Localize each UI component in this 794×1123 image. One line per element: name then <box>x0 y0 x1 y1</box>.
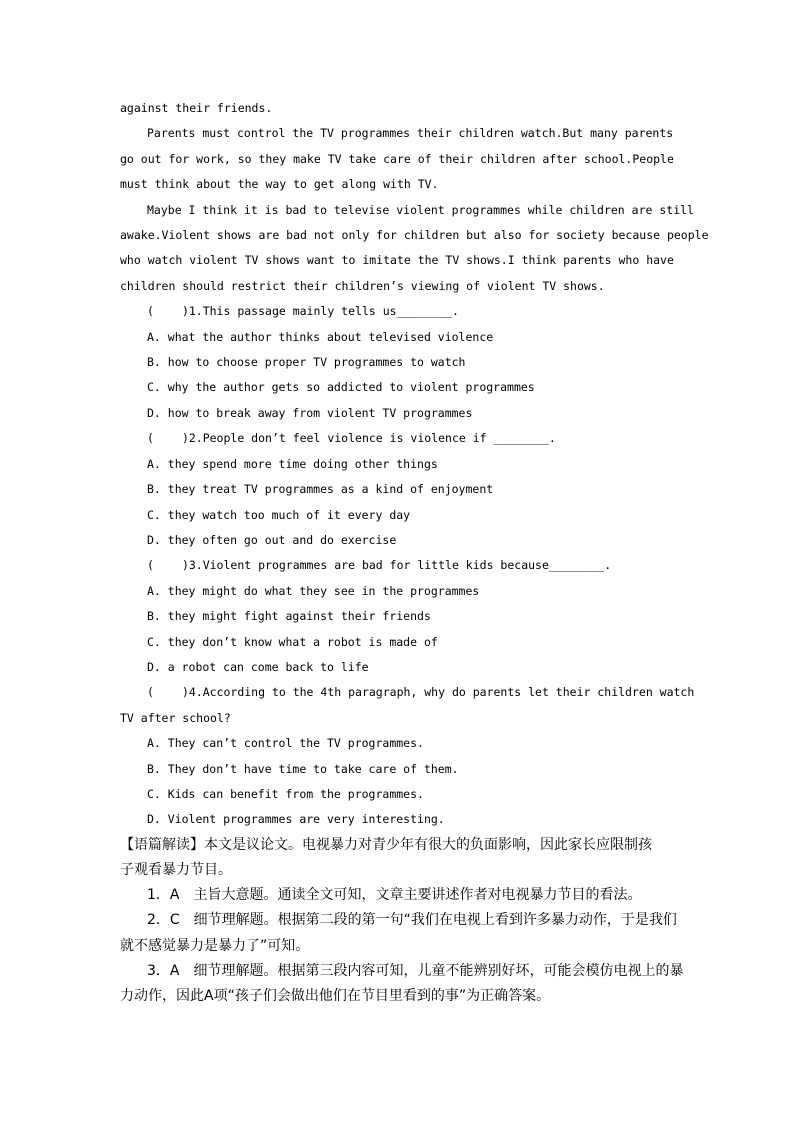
passage-line: who watch violent TV shows want to imitate the TV shows.I think parents who have <box>120 253 674 268</box>
passage-line: Parents must control the TV programmes their children watch.But many parents <box>147 126 674 141</box>
option-b[interactable]: B. they treat TV programmes as a kind of enjoyment <box>147 482 494 497</box>
question-3 <box>120 553 676 680</box>
question-stem-continued: TV after school? <box>120 710 231 725</box>
question-stem: ( )4.According to the 4th paragraph, why do parents let their children watch <box>147 685 695 700</box>
analysis-intro: 【语篇解读】本文是议论文。电视暴力对青少年有很大的负面影响，因此家长应限制孩 <box>120 836 652 853</box>
answer-1: 1．A 主旨大意题。通读全文可知，文章主要讲述作者对电视暴力节目的看法。 <box>147 887 642 904</box>
question-2 <box>120 426 676 553</box>
passage-line: Maybe I think it is bad to televise violent programmes while children are still <box>147 202 694 217</box>
passage-line: against their friends. <box>120 101 273 115</box>
option-a[interactable]: A. They can’t control the TV programmes. <box>147 736 424 751</box>
option-c[interactable]: C. they watch too much of it every day <box>147 507 411 522</box>
option-c[interactable]: C. Kids can benefit from the programmes. <box>147 786 424 801</box>
option-a[interactable]: A. they spend more time doing other things <box>147 456 438 471</box>
option-a[interactable]: A. what the author thinks about televised violence <box>147 329 494 344</box>
analysis-section <box>120 833 684 1009</box>
option-b[interactable]: B. they might fight against their friends <box>147 609 431 624</box>
option-d[interactable]: D. they often go out and do exercise <box>147 532 397 547</box>
passage <box>120 96 709 299</box>
option-c[interactable]: C. why the author gets so addicted to violent programmes <box>147 380 535 395</box>
answer-3: 力动作，因此A项“孩子们会做出他们在节目里看到的事”为正确答案。 <box>120 988 551 1004</box>
option-d[interactable]: D. how to break away from violent TV programmes <box>147 405 473 420</box>
answer-2: 就不感觉暴力是暴力了”可知。 <box>120 937 310 954</box>
answer-3: 3．A 细节理解题。根据第三段内容可知，儿童不能辨别好坏，可能会模仿电视上的暴 <box>147 962 684 979</box>
document-page <box>120 96 709 1009</box>
option-c[interactable]: C. they don’t know what a robot is made of <box>147 634 438 649</box>
passage-line: must think about the way to get along with TV. <box>120 177 439 192</box>
option-a[interactable]: A. they might do what they see in the programmes <box>147 583 480 598</box>
answer-paren[interactable]: ( <box>147 685 154 700</box>
passage-line: children should restrict their children’s viewing of violent TV shows. <box>120 278 605 293</box>
option-d[interactable]: D. Violent programmes are very interesting. <box>147 812 445 827</box>
passage-line: go out for work, so they make TV take care of their children after school.People <box>120 151 674 166</box>
option-d[interactable]: D. a robot can come back to life <box>147 659 369 674</box>
analysis-intro: 子观看暴力节目。 <box>120 861 232 878</box>
option-b[interactable]: B. how to choose proper TV programmes to watch <box>147 355 466 370</box>
answer-paren[interactable]: ( <box>147 304 154 319</box>
answer-paren[interactable]: ( <box>147 431 154 446</box>
passage-line: awake.Violent shows are bad not only for children but also for society because people <box>120 228 709 243</box>
question-1 <box>120 299 676 426</box>
answer-2: 2．C 细节理解题。根据第二段的第一句“我们在电视上看到许多暴力动作，于是我们 <box>147 912 677 929</box>
question-4 <box>120 680 695 832</box>
option-b[interactable]: B. They don’t have time to take care of them. <box>147 761 459 776</box>
question-stem: ( )2.People don’t feel violence is violence if ________. <box>147 431 556 446</box>
question-stem: ( )1.This passage mainly tells us________. <box>147 304 459 319</box>
question-stem: ( )3.Violent programmes are bad for little kids because________. <box>147 558 612 573</box>
answer-paren[interactable]: ( <box>147 558 154 573</box>
